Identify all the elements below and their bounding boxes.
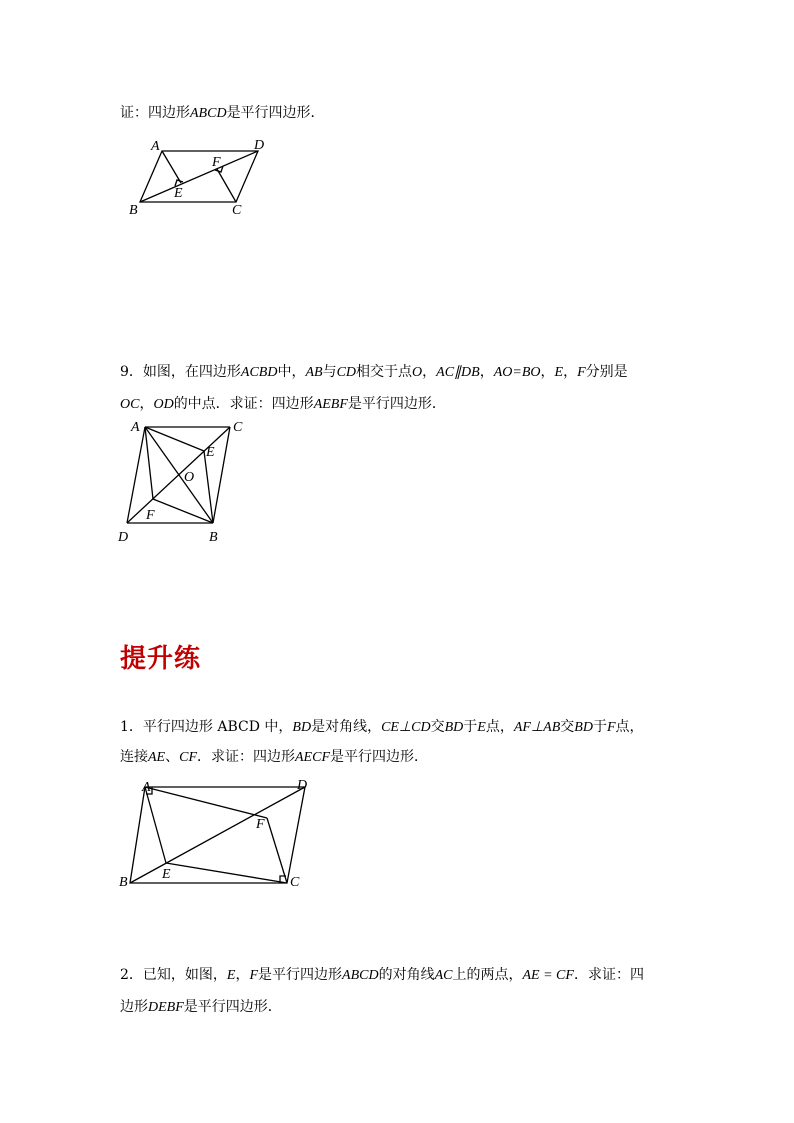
- fig9-label-d: D: [118, 530, 129, 545]
- figs1-label-b: B: [119, 875, 128, 890]
- fig9-label-a: A: [131, 420, 140, 435]
- fig9-label-f: F: [146, 508, 155, 523]
- problem-9-line1: 9．如图，在四边形ACBD中，AB与CD相交于点O，AC∥DB，AO=BO，E，F分别是: [120, 364, 628, 380]
- figs1-segment-ec: [166, 863, 287, 883]
- figs1-label-f: F: [256, 817, 265, 832]
- section-problem-1-line1: 1．平行四边形 ABCD 中，BD是对角线，CE⊥CD交BD于E点，AF⊥AB交BD于F点，: [120, 719, 644, 735]
- figs1-label-a: A: [142, 780, 151, 795]
- fig9-label-b: B: [209, 530, 218, 545]
- section-problem-2-line1: 2．已知，如图，E，F是平行四边形ABCD的对角线AC上的两点，AE = CF．求证：四: [120, 967, 644, 983]
- fig1-label-d: D: [254, 138, 265, 153]
- fig1-label-b: B: [129, 203, 138, 218]
- fig1-segment-cf: [217, 169, 236, 202]
- figs1-segment-af: [145, 787, 267, 818]
- intro-text: 证：四边形ABCD是平行四边形．: [120, 105, 325, 121]
- section-heading: 提升练: [120, 644, 202, 674]
- fig1-diagonal-bd: [140, 151, 258, 202]
- problem-9-line2: OC，OD的中点．求证：四边形AEBF是平行四边形．: [120, 396, 446, 412]
- section-problem-2-line2: 边形DEBF是平行四边形．: [120, 999, 282, 1015]
- fig9-label-o: O: [184, 470, 195, 485]
- figs1-segment-ae: [145, 787, 166, 863]
- fig1-segment-ae: [162, 151, 181, 183]
- figure-section-problem-1: [115, 775, 325, 895]
- fig1-label-f: F: [212, 155, 221, 170]
- fig9-segment-af: [145, 427, 153, 499]
- figure-problem-9: [115, 415, 275, 550]
- figure-parallelogram-abcd: [120, 135, 280, 220]
- fig1-label-a: A: [151, 139, 160, 154]
- fig1-label-c: C: [232, 203, 242, 218]
- figs1-segment-fc: [267, 818, 287, 883]
- fig9-segment-cb: [213, 427, 230, 523]
- fig9-label-e: E: [206, 445, 215, 460]
- figs1-label-d: D: [297, 778, 308, 793]
- figs1-diagonal-bd: [130, 787, 305, 883]
- fig1-label-e: E: [174, 186, 183, 201]
- fig9-label-c: C: [233, 420, 243, 435]
- figs1-label-c: C: [290, 875, 300, 890]
- section-problem-1-line2: 连接AE、CF．求证：四边形AECF是平行四边形．: [120, 749, 428, 765]
- figs1-label-e: E: [162, 867, 171, 882]
